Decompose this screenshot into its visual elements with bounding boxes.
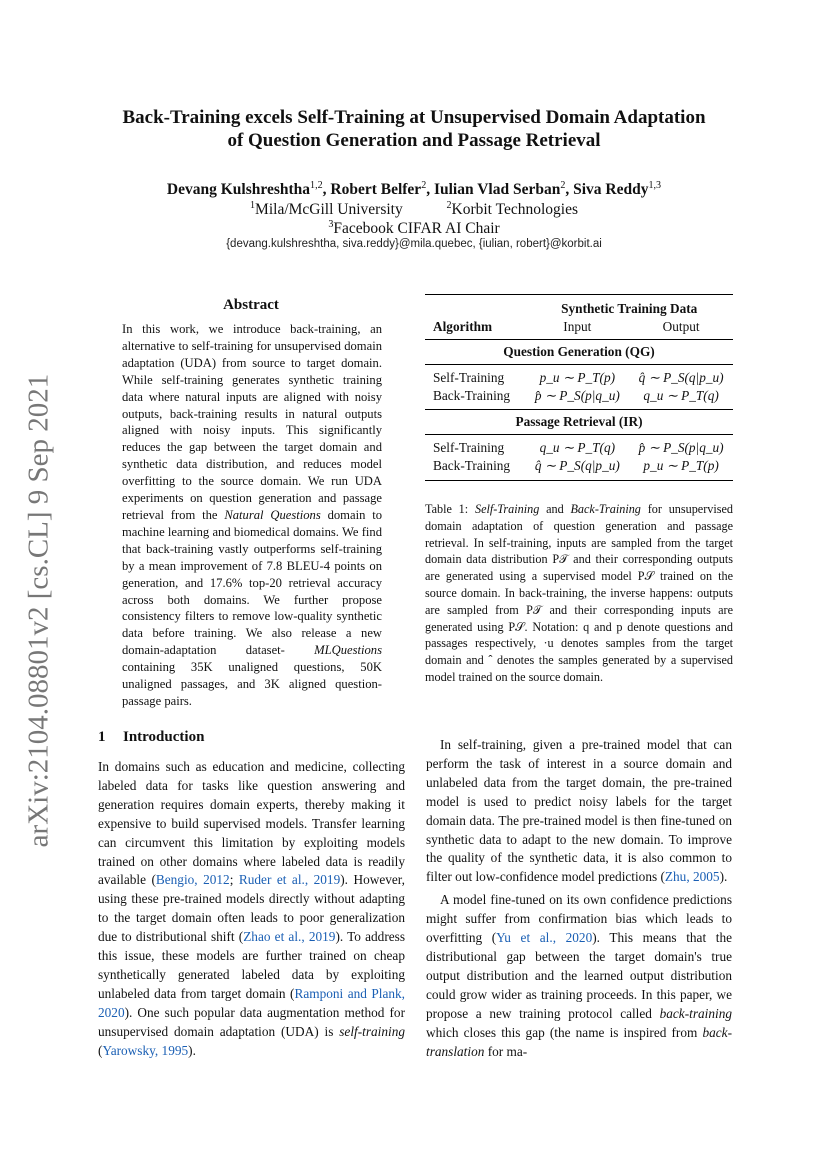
table-cell-output: q_u ∼ P_T(q) [643,388,719,403]
title-line-1: Back-Training excels Self-Training at Unsupervised Domain Adaptation [122,107,706,128]
section-heading-introduction [98,729,204,746]
table-header-algorithm: Algorithm [433,319,493,334]
section-number: 1 [98,729,106,745]
citation-link[interactable]: Bengio, 2012 [155,872,230,888]
affiliation: Korbit Technologies [451,201,578,219]
table-cell-algo: Self-Training [433,370,505,385]
citation-link[interactable]: Zhu, 2005 [664,869,720,885]
table-group-header: Synthetic Training Data [561,301,698,316]
table-cell-input: q_u ∼ P_T(q) [539,440,616,455]
author-name: Siva Reddy [573,181,649,199]
author-name: Devang Kulshreshtha [166,181,311,199]
intro-paragraph-2: In self-training, given a pre-trained model that can perform the task of interest in a source domain and unlabeled data from the target domain, the pre-trained model is used to predict noisy labels for the target domain data. The pre-trained model is then fine-tuned on synthetic data to adapt to the new domain. To improve the quality of the synthetic data, it is also common to filter out low-confidence model predictions (Zhu, 2005). [426,737,732,885]
paper-title [100,106,728,152]
table-section-ir: Passage Retrieval (IR) [515,414,643,429]
arxiv-id-text: arXiv:2104.08801v2 [cs.CL] 9 Sep 2021 [22,373,55,847]
table-cell-output: p̂ ∼ P_S(p|q_u) [638,440,724,455]
affiliation: Facebook CIFAR AI Chair [333,220,500,238]
table-cell-algo: Back-Training [433,388,511,403]
citation-link[interactable]: Ruder et al., 2019 [238,872,341,888]
affil-sup: 3 [328,219,334,230]
table-cell-input: p̂ ∼ P_S(p|q_u) [534,388,620,403]
table-cell-input: q̂ ∼ P_S(q|p_u) [534,458,620,473]
author-affil-sup: 1,2 [310,180,323,191]
citation-link[interactable]: Zhao et al., 2019 [243,929,336,945]
citation-link[interactable]: Ramponi and Plank, 2020 [98,985,405,1020]
author-emails: {devang.kulshreshtha, siva.reddy}@mila.quebec, {iulian, robert}@korbit.ai [226,238,602,250]
author-affil-sup: 1,3 [648,180,662,191]
table-header-input: Input [563,319,592,334]
author-affil-sup: 2 [421,180,427,191]
table-cell-output: p_u ∼ P_T(p) [643,458,719,473]
affiliations-line-2 [100,215,728,238]
affil-sup: 2 [446,200,452,211]
affiliation: Mila/McGill University [255,201,403,219]
table-section-qg: Question Generation (QG) [503,344,655,359]
section-title: Introduction [123,729,205,745]
intro-paragraph-1: In domains such as education and medicine, collecting labeled data for tasks like question answering and generation requires domain experts, thereby making it expensive to build supervised models. Transfer learning can circumvent this limitation by exploiting models trained on other domains where labeled data is readily available (Bengio, 2012; Ruder et al., 2019). However, using these pre-trained models directly without adapting to the target domain often leads to poor generalization due to distributional shift (Zhao et al., 2019). To address this issue, these models are further trained on cheap synthetically generated labeled data by exploiting unlabeled data from target domain (Ramponi and Plank, 2020). One such popular data augmentation method for unsupervised domain adaptation (UDA) is self-training (Yarowsky, 1995). [98,759,405,1058]
table-cell-algo: Self-Training [433,440,505,455]
intro-column-right [426,736,732,1061]
author-name: Iulian Vlad Serban [433,181,561,199]
table-cell-input: p_u ∼ P_T(p) [539,370,616,385]
table-caption: Table 1: Self-Training and Back-Training for unsupervised domain adaptation of question generation and passage retrieval. In self-training, inputs are sampled from the target domain data distribution P𝒯 and their corresponding outputs are generated using a supervised model P𝒮 trained on the source domain. In back-training, the inverse happens: outputs are sampled from P𝒯 and their corresponding inputs are generated using P𝒮. Notation: q and p denote questions and passages respectively, ·u denotes samples from the target domain and ˆ denotes the samples generated by a supervised model trained on the source domain. [425,502,734,684]
table-cell-algo: Back-Training [433,458,511,473]
table-header-output: Output [662,319,700,334]
author-name: Robert Belfer [330,181,422,199]
author-list: Devang Kulshreshtha$^{1,2}$, Robert Belfer$^2$, Iulian Vlad Serban$^2$, Siva Reddy$^{1,3}$ [166,180,662,199]
citation-link[interactable]: Yu et al., 2020 [496,930,593,946]
citation-link[interactable]: Yarowsky, 1995 [102,1042,189,1058]
intro-paragraph-3: A model fine-tuned on its own confidence predictions might suffer from confirmation bias which leads to overfitting (Yu et al., 2020). This means that the distributional gap between the target domain's true output distribution and the learned output distribution could grow wider as training proceeds. In this paper, we propose a new training protocol called back-training which closes this gap (the name is inspired from back-translation for ma- [426,892,732,1059]
title-line-2: of Question Generation and Passage Retrieval [227,130,601,151]
arxiv-identifier-stamp [20,370,58,850]
author-affil-sup: 2 [560,180,566,191]
table-1 [425,294,733,481]
abstract-heading: Abstract [223,297,279,313]
abstract-body: In this work, we introduce back-training, an alternative to self-training for unsupervised domain adaptation (UDA) from source to target domain. While self-training generates synthetic training data where natural inputs are aligned with noisy outputs, back-training results in natural outputs aligned with noisy inputs. This significantly reduces the gap between the target domain and synthetic data distribution, and reduces model overfitting to the source domain. We run UDA experiments on question generation and passage retrieval from the Natural Questions domain to machine learning and biomedical domains. We find that back-training vastly outperforms self-training by a mean improvement of 7.8 BLEU-4 points on generation, and 17.6% top-20 retrieval accuracy across both domains. We further propose consistency filters to remove low-quality synthetic data before training. We also release a new domain-adaptation dataset- MLQuestions containing 35K unaligned questions, 50K unaligned passages, and 3K aligned question-passage pairs. [122,322,382,708]
table-cell-output: q̂ ∼ P_S(q|p_u) [638,370,724,385]
affil-sup: 1 [250,200,256,211]
